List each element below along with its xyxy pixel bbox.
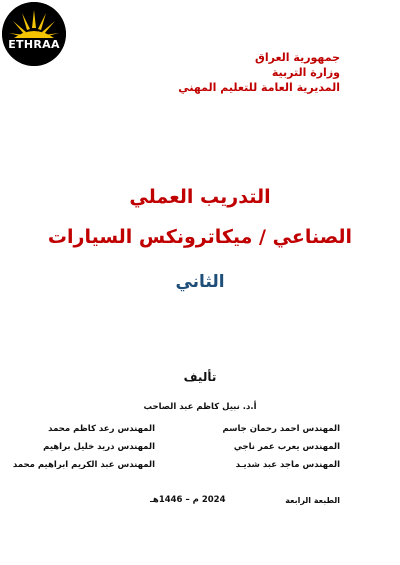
book-title-line1: التدريب العملي bbox=[129, 186, 271, 208]
sunburst-icon bbox=[2, 2, 66, 66]
logo-text: ETHRAA bbox=[8, 38, 60, 51]
author-left-2: المهندس دريد خليل براهيم bbox=[43, 442, 155, 452]
author-right-1: المهندس احمد رحمان جاسم bbox=[222, 424, 340, 434]
header-country: جمهورية العراق bbox=[255, 51, 340, 64]
author-right-3: المهندس ماجد عبد شديـد bbox=[235, 460, 340, 470]
author-left-3: المهندس عبد الكريم ابراهيم محمد bbox=[12, 460, 155, 470]
author-professor: أ.د. نبيل كاظم عبد الصاحب bbox=[143, 402, 257, 412]
authors-heading: تأليف bbox=[183, 370, 217, 384]
ethraa-logo bbox=[2, 2, 66, 66]
ministry-header bbox=[140, 50, 340, 95]
author-left-1: المهندس رعد كاظم محمد bbox=[48, 424, 155, 434]
book-title-grade: الثاني bbox=[175, 272, 225, 292]
header-directorate: المديرية العامة للتعليم المهني bbox=[178, 81, 340, 94]
header-ministry: وزارة التربية bbox=[271, 66, 340, 79]
edition-label: الطبعة الرابعة bbox=[285, 496, 340, 505]
book-title-line2: الصناعي / ميكاترونكس السيارات bbox=[47, 226, 353, 248]
publication-year: 2024 م – 1446هـ bbox=[150, 495, 226, 505]
author-right-2: المهندس يعرب عمر ناجي bbox=[233, 442, 340, 452]
